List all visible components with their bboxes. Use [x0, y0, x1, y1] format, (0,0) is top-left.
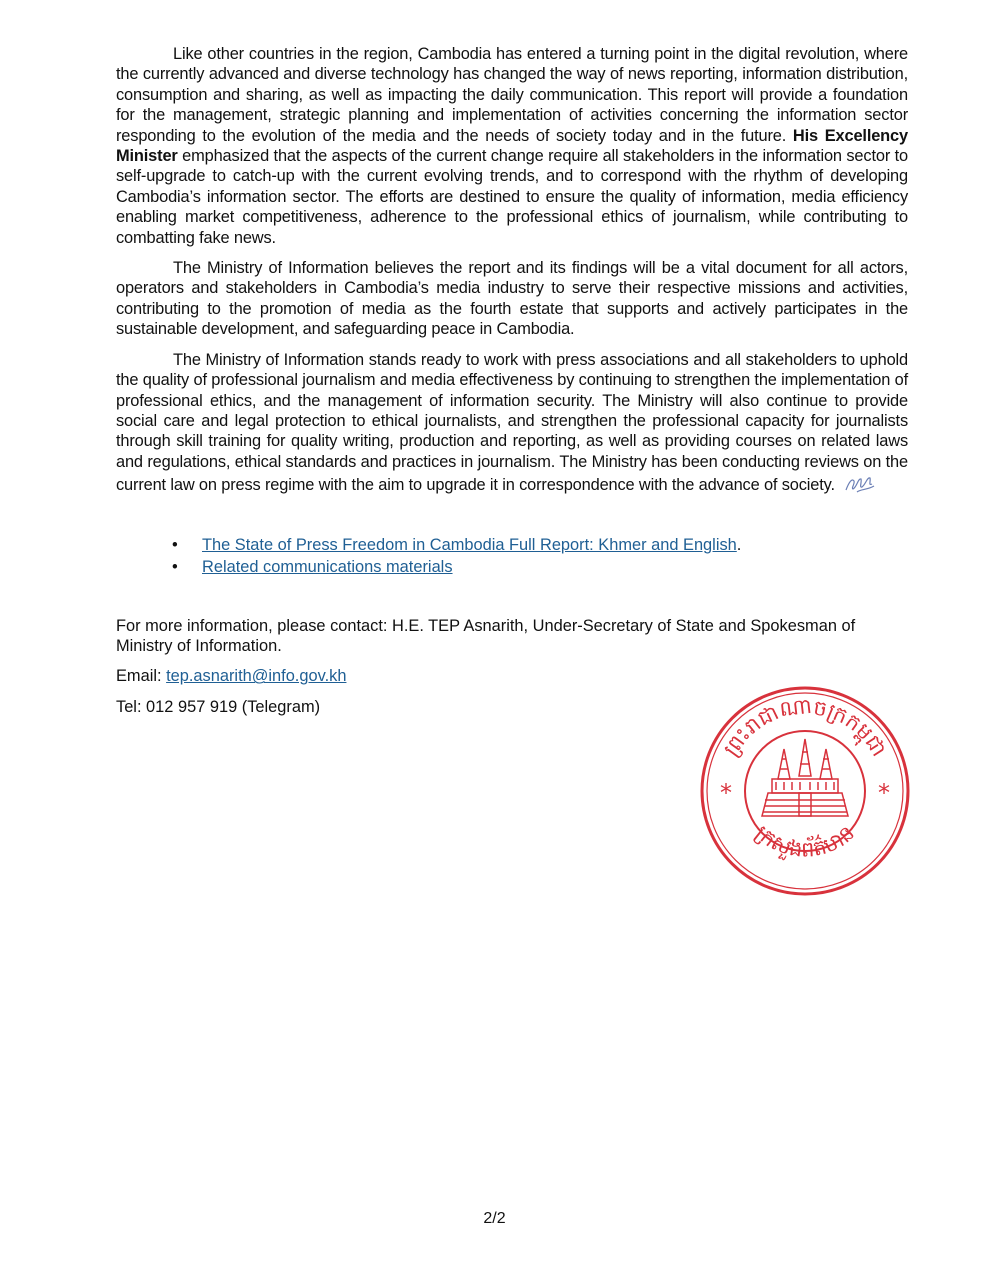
list-item [172, 556, 908, 578]
paragraph-text: emphasized that the aspects of the current change require all stakeholders in the information sector to self-upgrade to catch-up with the current evolving trends, and to correspond with the rhythm of developing Cambodia’s information sector. The efforts are destined to ensure the quality of information, media efficiency enabling market competitiveness, adherence to the professional ethics of journalism, while contributing to combatting fake news. [116, 147, 908, 247]
paragraph-text: Like other countries in the region, Cambodia has entered a turning point in the digital revolution, where the currently advanced and diverse technology has changed the way of news reporting, information distribution, consumption and sharing, as well as impacting the daily communication. This report will provide a foundation for the management, strategic planning and implementation of activities concerning the information sector responding to the evolution of the media and the needs of society today and in the future. [116, 45, 908, 145]
svg-text:*: * [878, 779, 890, 807]
ministry-seal-stamp-icon [698, 684, 912, 898]
contact-intro: For more information, please contact: H.E. TEP Asnarith, Under-Secretary of State and Spokesman of Ministry of Information. [116, 616, 856, 655]
contact-tel: Tel: 012 957 919 (Telegram) [116, 697, 321, 716]
initials-signature-icon [843, 472, 877, 494]
communications-materials-link[interactable]: Related communications materials [202, 557, 453, 576]
bold-text: His Excellency Minister [116, 126, 908, 166]
full-report-link[interactable]: The State of Press Freedom in Cambodia Full Report: Khmer and English [202, 535, 737, 554]
email-label: Email: [116, 667, 167, 686]
document-page [116, 44, 908, 727]
svg-text:*: * [720, 779, 732, 807]
paragraph-3 [116, 350, 908, 496]
list-item [172, 534, 908, 556]
svg-text:ក្រសួងព័ត៌មាន: ក្រសួងព័ត៌មាន [750, 820, 860, 862]
related-links-list [116, 534, 908, 578]
bullet-icon: • [172, 535, 178, 554]
paragraph-2: The Ministry of Information believes the report and its findings will be a vital document for all actors, operators and stakeholders in Cambodia’s media industry to serve their respective missions and activities, contributing to the promotion of media as the fourth estate that supports and actively participates in the sustainable development, and safeguarding peace in Cambodia. [116, 259, 908, 339]
email-link[interactable]: tep.asnarith@info.gov.kh [166, 667, 347, 686]
paragraph-text: The Ministry of Information stands ready to work with press associations and all stakeholders to uphold the quality of professional journalism and media effectiveness by continuing to strengthen the implementation of professional ethics, and the management of information security. The Ministry will also continue to provide social care and legal protection to ethical journalists, and strengthen the professional capacity for journalists through skill training for quality writing, production and reporting, as well as providing courses on related laws and regulations, ethical standards and practices in journalism. The Ministry has been conducting reviews on the current law on press regime with the aim to upgrade it in correspondence with the advance of society. [116, 350, 908, 495]
link-suffix: . [736, 535, 742, 554]
paragraph-1 [116, 44, 908, 248]
bullet-icon: • [172, 557, 178, 576]
svg-text:ព្រះរាជាណាចក្រកម្ពុជា: ព្រះរាជាណាចក្រកម្ពុជា [718, 693, 892, 761]
page-number: 2/2 [483, 1210, 506, 1227]
